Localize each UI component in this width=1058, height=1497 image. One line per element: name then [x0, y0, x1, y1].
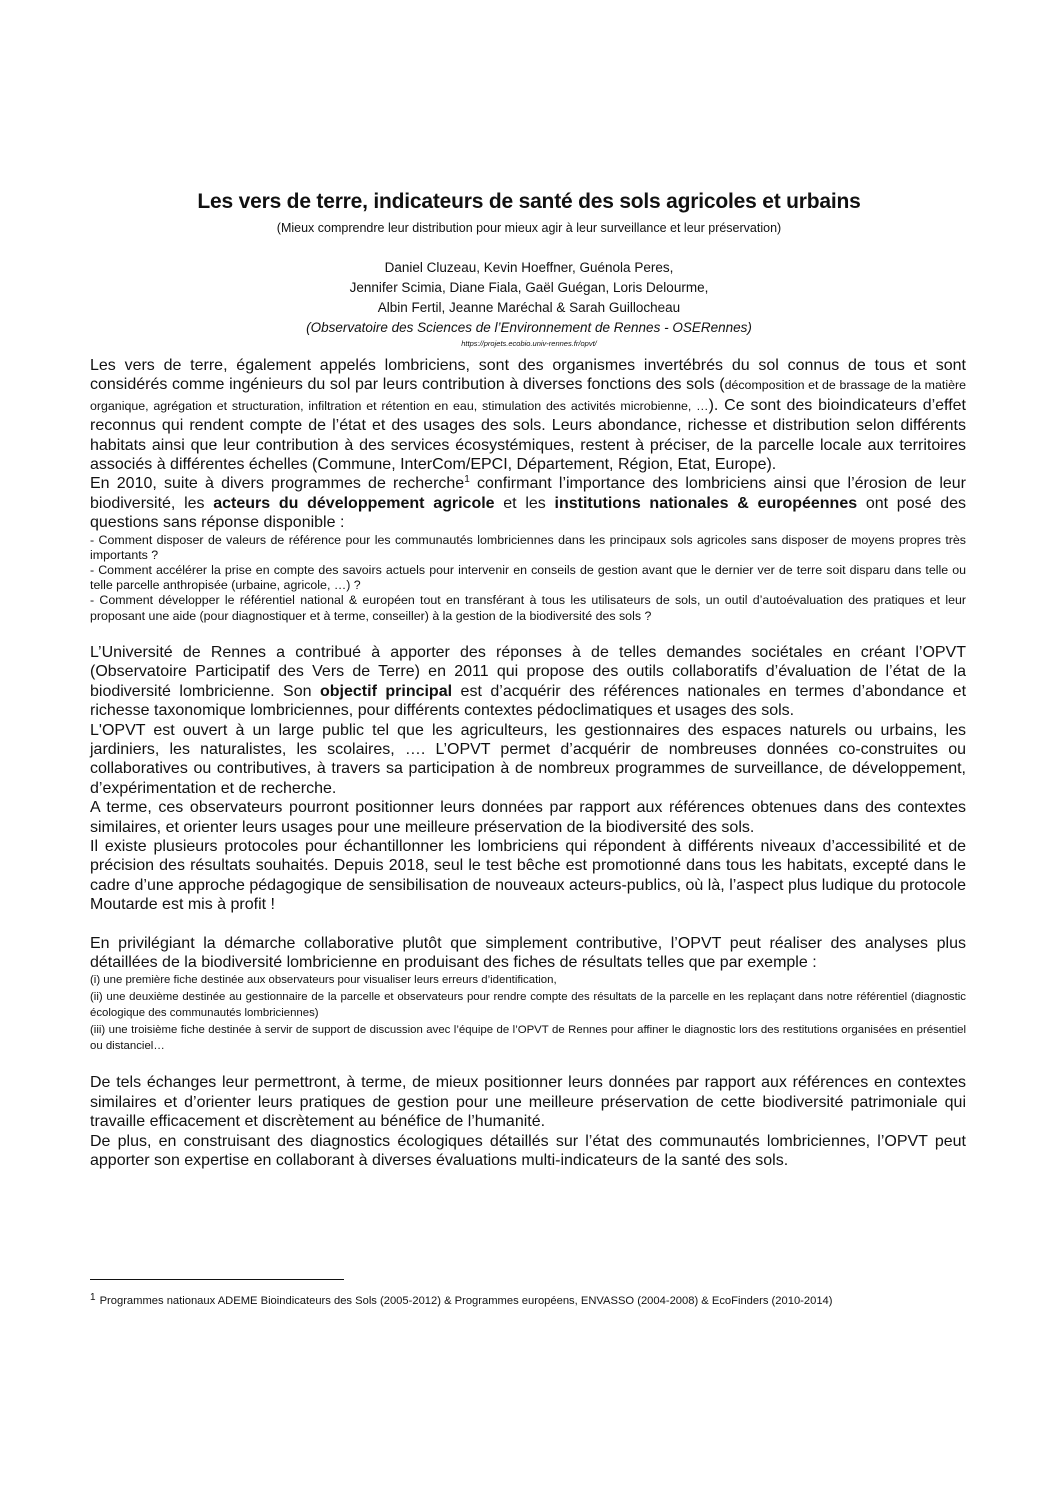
question-item: - Comment développer le référentiel national & européen tout en transférant à tous les utilisateurs de sols, un outil d’autoévaluation des pratiques et leur proposant une aide (pour diagnostiquer et à terme, conseiller) à la gestion de la biodiversité des sols ?	[90, 593, 966, 623]
paragraph-context	[90, 474, 966, 532]
footnote-mark: 1	[90, 1292, 96, 1303]
bold-text: institutions nationales & européennes	[554, 494, 858, 512]
text-run: Les vers de terre, également appelés lombriciens, sont des organismes invertébrés du sol connus de tous et sont considérés comme ingénieurs du sol par leurs contribution à diverses fonctions des sols (	[90, 357, 966, 394]
question-item: - Comment accélérer la prise en compte des savoirs actuels pour intervenir en conseils de gestion avant que le dernier ver de terre soit disparu dans telle ou telle parcelle anthropisée (urbaine, agricole, …) ?	[90, 563, 966, 593]
footnote-text: Programmes nationaux ADEME Bioindicateurs des Sols (2005-2012) & Programmes européens, ENVASSO (2004-2008) & EcoFinders (2010-2014)	[99, 1295, 833, 1307]
spacer	[90, 915, 966, 934]
result-sheet-item: (i) une première fiche destinée aux observateurs pour visualiser leurs erreurs d’identification,	[90, 974, 557, 987]
body-text	[90, 356, 966, 1170]
text-run: ont posé des questions sans réponse disponible :	[90, 494, 967, 532]
paragraph-collaborative: En privilégiant la démarche collaborative plutôt que simplement contributive, l’OPVT peut réaliser des analyses plus détaillées de la biodiversité lombricienne en produisant des fiches de résultats telles que par exemple :	[90, 934, 966, 971]
spacer	[90, 1054, 966, 1073]
document-subtitle: (Mieux comprendre leur distribution pour mieux agir à leur surveillance et leur préservation)	[276, 221, 782, 235]
footnote-separator	[90, 1279, 344, 1280]
text-run: L’Université de Rennes a contribué à apporter des réponses à de telles demandes sociétales en créant l’OPVT (Observatoire Participatif des Vers de Terre) en 2011 qui propose des outils collaboratifs d’évaluation de l’état de la biodiversité lombricienne. Son	[90, 643, 966, 700]
authors-block	[0, 258, 1058, 350]
result-sheet-item: (ii) une deuxième destinée au gestionnaire de la parcelle et observateurs pour rendre compte des résultats de la parcelle en les replaçant dans notre référentiel (diagnostic écologique des communautés lombriciennes)	[90, 990, 966, 1020]
paragraph-intro	[90, 356, 966, 474]
bold-text: acteurs du développement agricole	[213, 494, 495, 512]
question-item: - Comment disposer de valeurs de référence pour les communautés lombriciennes dans les principaux sols agricoles sans disposer de moyens propres très importants ?	[90, 532, 966, 562]
spacer	[90, 624, 966, 643]
bold-text: objectif principal	[320, 682, 453, 700]
project-url: https://projets.ecobio.univ-rennes.fr/opvt/	[461, 339, 597, 348]
footnote	[90, 1290, 990, 1309]
affiliation: (Observatoire des Sciences de l’Environnement de Rennes - OSERennes)	[306, 320, 752, 335]
paragraph-protocols: Il existe plusieurs protocoles pour échantillonner les lombriciens qui répondent à différents niveaux d’accessibilité et de précision des résultats souhaités. Depuis 2018, seul le test bêche est promotionné dans tous les habitats, excepté dans le cadre d’une approche pédagogique de sensibilisation de nouveaux acteurs-publics, où là, l’aspect plus ludique du protocole Moutarde est mis à profit !	[90, 837, 966, 914]
paragraph-expertise: De plus, en construisant des diagnostics écologiques détaillés sur l’état des communautés lombriciennes, l’OPVT peut apporter son expertise en collaborant à diverses évaluations multi-indicateurs de la santé des sols.	[90, 1132, 966, 1170]
text-run: En 2010, suite à divers programmes de recherche	[90, 475, 465, 493]
authors-line: Albin Fertil, Jeanne Maréchal & Sarah Guillocheau	[377, 300, 681, 315]
document-title: Les vers de terre, indicateurs de santé des sols agricoles et urbains	[197, 190, 861, 213]
paragraph-observers: A terme, ces observateurs pourront positionner leurs données par rapport aux références obtenues dans des contextes similaires, et orienter leurs usages pour une meilleure préservation de la biodiversité des sols.	[90, 799, 966, 836]
text-run: ). Ce sont des bioindicateurs d’effet reconnus qui rendent compte de l’état et des usages des sols. Leurs abondance, richesse et distribution selon différents habitats ainsi que leur contribution à des services écosystémiques, restent à préciser, de la parcelle locale aux territoires associés à différentes échelles (Commune, InterCom/EPCI, Département, Région, Etat, Europe).	[90, 396, 966, 474]
paragraph-audience: L'OPVT est ouvert à un large public tel que les agriculteurs, les gestionnaires des espaces naturels ou urbains, les jardiniers, les naturalistes, les scolaires, …. L’OPVT permet d’acquérir de nombreuses données co-construites ou collaboratives ou contributives, à travers sa participation à de nombreux programmes de surveillance, de développement, d’expérimentation et de recherche.	[90, 721, 966, 797]
result-sheet-item: (iii) une troisième fiche destinée à servir de support de discussion avec l’équipe de l’OPVT de Rennes pour affiner le diagnostic lors des restitutions organisées en présentiel ou distanciel…	[90, 1023, 966, 1052]
authors-line: Jennifer Scimia, Diane Fiala, Gaël Guégan, Loris Delourme,	[349, 280, 709, 295]
paragraph-opvt	[90, 643, 966, 721]
text-run: confirmant l’importance des lombriciens ainsi que l’érosion de leur biodiversité, les	[90, 475, 966, 512]
text-run-small: décomposition et de brassage de la matière organique, agrégation et structuration, infiltration et rétention en eau, stimulation des activités microbienne, …	[90, 378, 967, 413]
text-run: est d’acquérir des références nationales en termes d’abondance et richesse taxonomique lombriciennes, pour différents contextes pédoclimatiques et usages des sols.	[90, 682, 967, 720]
text-run: et les	[494, 494, 555, 512]
paragraph-exchanges: De tels échanges leur permettront, à terme, de mieux positionner leurs données par rapport aux références en contextes similaires et d’orienter leurs pratiques de gestion pour une meilleure préservation de cette biodiversité patrimoniale qui travaille efficacement et discrètement au bénéfice de l’humanité.	[90, 1074, 966, 1131]
footnote-ref[interactable]: 1	[464, 474, 470, 486]
authors-line: Daniel Cluzeau, Kevin Hoeffner, Guénola Peres,	[384, 260, 674, 275]
